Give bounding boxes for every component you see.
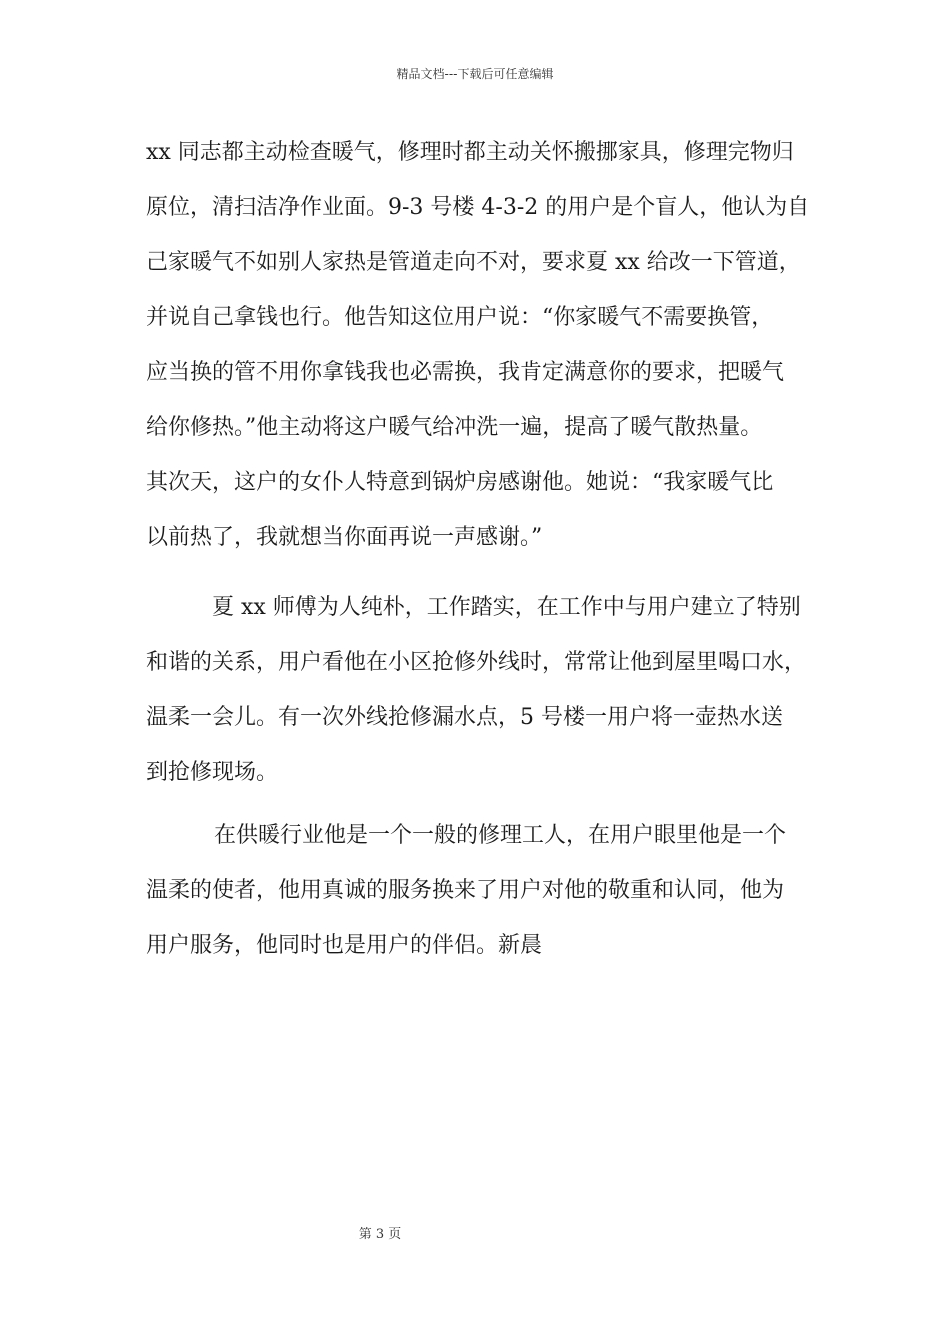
body-line-1: xx 同志都主动检查暖气，修理时都主动关怀搬挪家具，修理完物归	[146, 140, 794, 165]
body-line-9: 夏 xx 师傅为人纯朴，工作踏实，在工作中与用户建立了特别	[212, 595, 801, 620]
body-line-8: 以前热了，我就想当你面再说一声感谢。”	[146, 525, 543, 550]
body-line-12: 到抢修现场。	[146, 760, 279, 785]
body-line-7: 其次天，这户的女仆人特意到锅炉房感谢他。她说：“我家暖气比	[146, 470, 774, 495]
body-line-15: 用户服务，他同时也是用户的伴侣。新晨	[146, 933, 543, 958]
body-line-3: 己家暖气不如别人家热是管道走向不对，要求夏 xx 给改一下管道，	[146, 250, 801, 275]
body-line-14: 温柔的使者，他用真诚的服务换来了用户对他的敬重和认同，他为	[146, 878, 785, 903]
page-header: 精品文档---下载后可任意编辑	[396, 67, 554, 81]
page-number: 第 3 页	[358, 1227, 402, 1242]
body-line-2: 原位，清扫洁净作业面。9-3 号楼 4-3-2 的用户是个盲人，他认为自	[146, 195, 810, 220]
body-line-5: 应当换的管不用你拿钱我也必需换，我肯定满意你的要求，把暖气	[146, 360, 785, 385]
body-line-10: 和谐的关系，用户看他在小区抢修外线时，常常让他到屋里喝口水，	[146, 650, 807, 675]
body-line-11: 温柔一会儿。有一次外线抢修漏水点，5 号楼一用户将一壶热水送	[146, 705, 783, 730]
body-line-6: 给你修热。”他主动将这户暖气给冲洗一遍，提高了暖气散热量。	[146, 415, 763, 440]
body-line-13: 在供暖行业他是一个一般的修理工人，在用户眼里他是一个	[214, 823, 787, 848]
body-line-4: 并说自己拿钱也行。他告知这位用户说：“你家暖气不需要换管，	[146, 305, 774, 330]
